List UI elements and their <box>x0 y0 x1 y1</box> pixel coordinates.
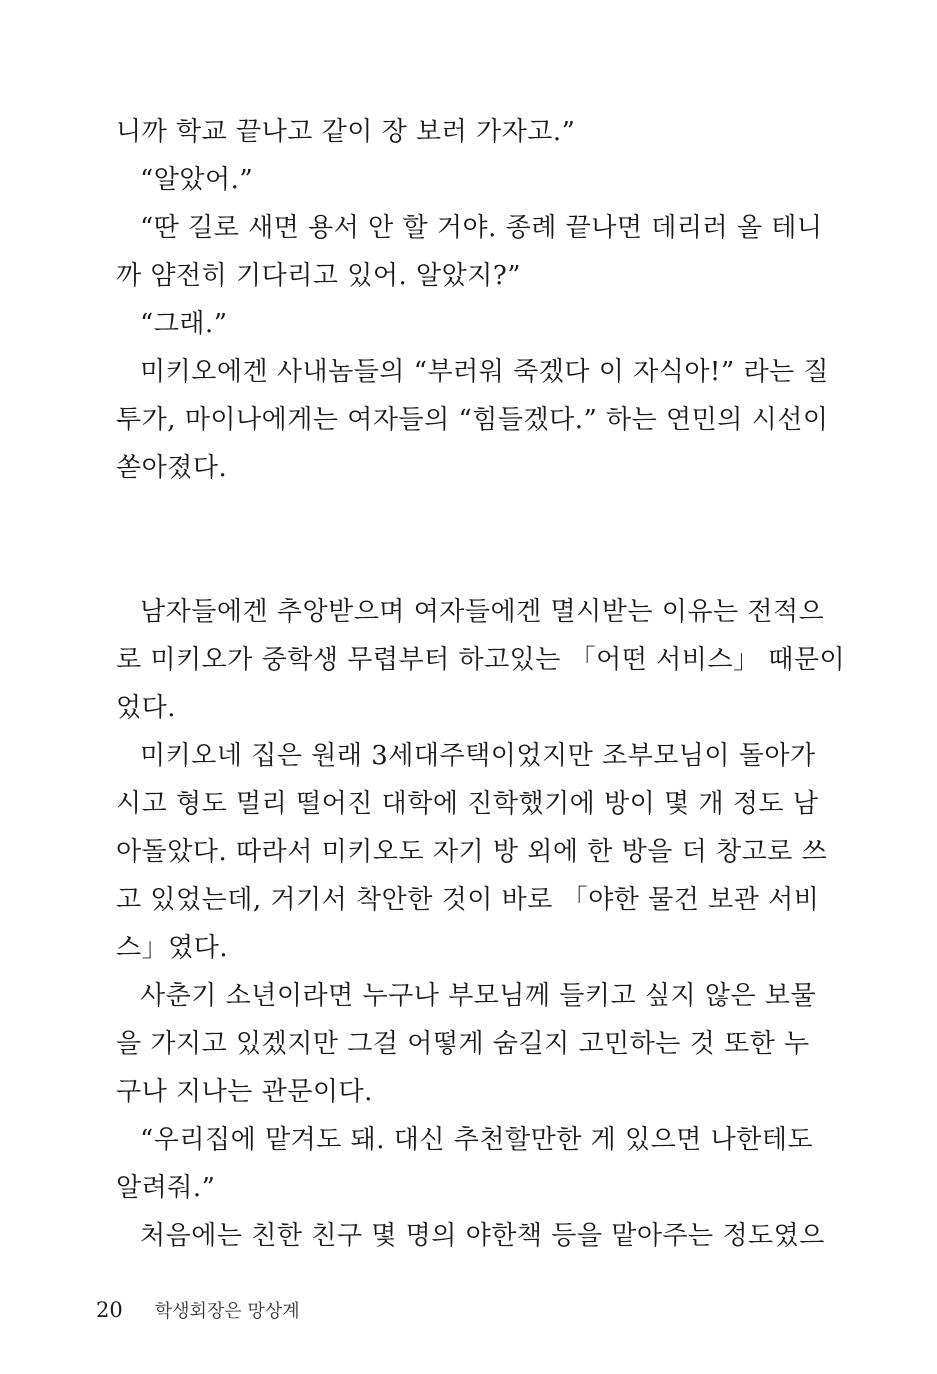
running-title: 학생회장은 망상계 <box>154 1301 300 1322</box>
text-line: 미키오네 집은 원래 3세대주택이었지만 조부모님이 돌아가 <box>140 741 816 771</box>
text-line: 시고 형도 멀리 떨어진 대학에 진학했기에 방이 몇 개 정도 남 <box>116 789 819 819</box>
text-line: 구나 지나는 관문이다. <box>116 1077 373 1107</box>
text-line: 알려줘.” <box>116 1173 216 1203</box>
text-line: 었다. <box>116 693 176 723</box>
text-line: 아돌았다. 따라서 미키오도 자기 방 외에 한 방을 더 창고로 쓰 <box>116 837 828 867</box>
text-line: “알았어.” <box>140 165 254 195</box>
text-line: 니까 학교 끝나고 같이 장 보러 가자고.” <box>116 117 576 147</box>
text-line: 을 가지고 있겠지만 그걸 어떻게 숨길지 고민하는 것 또한 누 <box>116 1029 810 1059</box>
page-footer <box>96 1290 300 1330</box>
text-line: 스」였다. <box>116 933 229 963</box>
text-line: 남자들에겐 추앙받으며 여자들에겐 멸시받는 이유는 전적으 <box>140 597 825 627</box>
text-line: 쏟아졌다. <box>116 453 228 483</box>
body-text <box>116 108 846 1260</box>
text-line: 처음에는 친한 친구 몇 명의 야한책 등을 맡아주는 정도였으 <box>140 1221 825 1251</box>
text-line: 로 미키오가 중학생 무렵부터 하고있는 「어떤 서비스」 때문이 <box>116 645 846 675</box>
text-line: 미키오에겐 사내놈들의 “부러워 죽겠다 이 자식아!” 라는 질 <box>140 357 830 387</box>
text-line: 고 있었는데, 거기서 착안한 것이 바로 「야한 물건 보관 서비 <box>116 885 820 915</box>
page-number: 20 <box>96 1298 123 1322</box>
section-break <box>116 492 806 588</box>
text-line: “딴 길로 새면 용서 안 할 거야. 종례 끝나면 데리러 올 테니 <box>140 213 823 243</box>
text-line: “우리집에 맡겨도 돼. 대신 추천할만한 게 있으면 나한테도 <box>140 1125 814 1155</box>
text-line: 투가, 마이나에게는 여자들의 “힘들겠다.” 하는 연민의 시선이 <box>116 405 829 435</box>
text-line: “그래.” <box>140 309 228 339</box>
text-line: 까 얌전히 기다리고 있어. 알았지?” <box>116 261 522 291</box>
text-line: 사춘기 소년이라면 누구나 부모님께 들키고 싶지 않은 보물 <box>140 981 817 1011</box>
